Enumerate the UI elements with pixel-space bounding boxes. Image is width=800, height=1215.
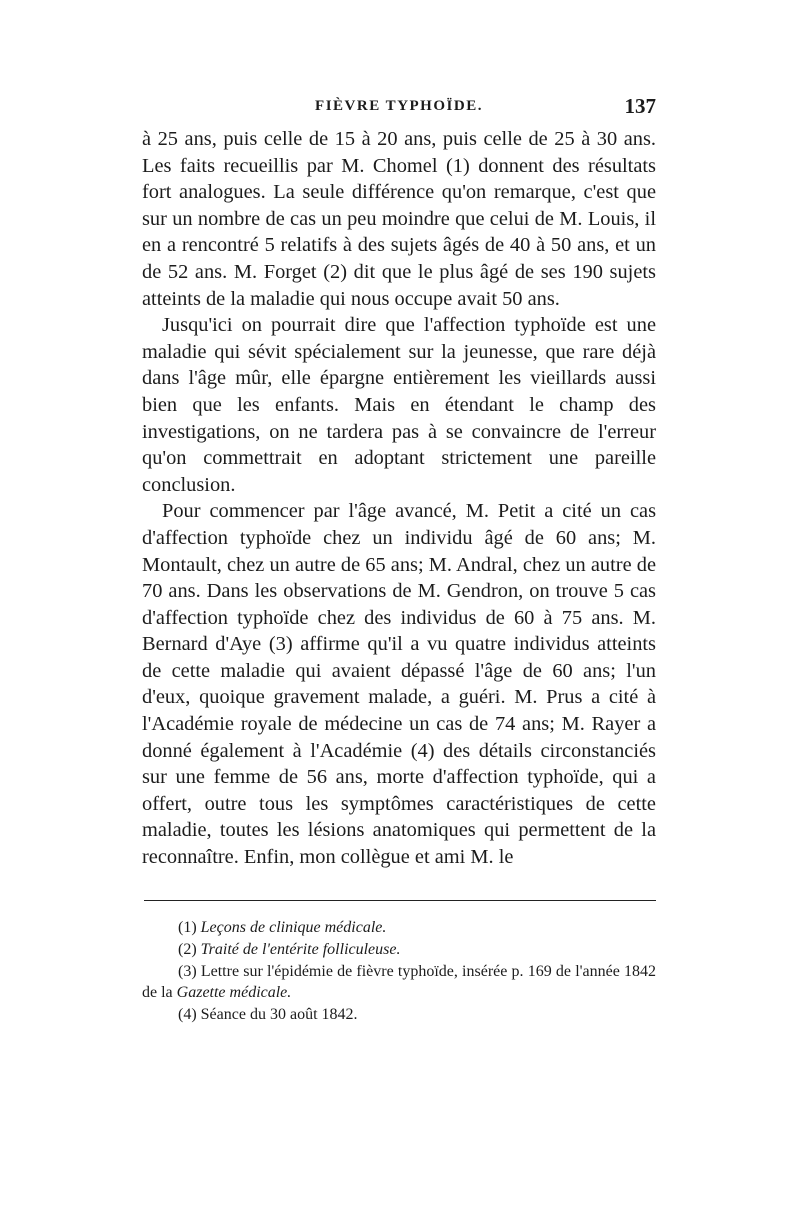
page-header bbox=[142, 94, 656, 124]
main-text bbox=[142, 126, 656, 871]
footnote-title: Leçons de clinique médicale. bbox=[200, 919, 387, 936]
paragraph-1: à 25 ans, puis celle de 15 à 20 ans, puis celle de 25 à 30 ans. Les faits recueillis par M. Chomel (1) donnent des résultats fort analogues. La seule différence qu'on remarque, c'est que sur un nombre de cas un peu moindre que celui de M. Louis, il en a rencontré 5 relatifs à des sujets âgés de 40 à 50 ans, et un de 52 ans. M. Forget (2) dit que le plus âgé de ses 190 sujets atteints de la maladie qui nous occupe avait 50 ans. bbox=[142, 128, 656, 310]
footnote-3 bbox=[142, 961, 656, 1005]
running-title: FIÈVRE TYPHOÏDE. bbox=[315, 98, 483, 114]
paragraph-2: Jusqu'ici on pourrait dire que l'affection typhoïde est une maladie qui sévit spécialement sur la jeunesse, que rare déjà dans l'âge mûr, elle épargne entièrement les vieillards aussi bien que les enfants. Mais en étendant le champ des investigations, on ne tardera pas à se convaincre de l'erreur qu'on commettrait en adoptant strictement une pareille conclusion. bbox=[142, 314, 656, 496]
footnote-separator bbox=[144, 900, 656, 901]
footnote-text: Séance du 30 août 1842. bbox=[200, 1006, 358, 1024]
footnote-marker: (2) bbox=[178, 940, 197, 958]
footnote-title: Traité de l'entérite folliculeuse. bbox=[200, 940, 401, 958]
footnote-marker: (1) bbox=[178, 919, 197, 936]
footnote-marker: (4) bbox=[178, 1006, 197, 1024]
footnote-2 bbox=[142, 939, 656, 961]
footnote-marker: (3) bbox=[178, 962, 197, 980]
paragraph-3: Pour commencer par l'âge avancé, M. Petit a cité un cas d'affection typhoïde chez un individu âgé de 60 ans; M. Montault, chez un autre de 65 ans; M. Andral, chez un autre de 70 ans. Dans les observations de M. Gendron, on trouve 5 cas d'affection typhoïde chez des individus de 60 à 75 ans. M. Bernard d'Aye (3) affirme qu'il a vu quatre individus atteints de cette maladie qui avaient dépassé l'âge de 60 ans; l'un d'eux, quoique gravement malade, a guéri. M. Prus a cité à l'Académie royale de médecine un cas de 74 ans; M. Rayer a donné également à l'Académie (4) des détails circonstanciés sur une femme de 56 ans, morte d'affection typhoïde, qui a offert, outre tous les symptômes caractéristiques de cette maladie, toutes les lésions anatomiques qui permettent de la reconnaître. Enfin, mon collègue et ami M. le bbox=[142, 500, 656, 869]
footnote-title: Gazette médicale. bbox=[176, 984, 292, 1002]
footnote-1 bbox=[142, 917, 656, 939]
footnotes bbox=[142, 917, 656, 1026]
footnote-4 bbox=[142, 1004, 656, 1026]
page-number: 137 bbox=[624, 94, 656, 118]
footnote-text: Lettre sur l'épidémie de fièvre typhoïde, insérée p. 169 de l'année 1842 de la bbox=[142, 962, 657, 1002]
